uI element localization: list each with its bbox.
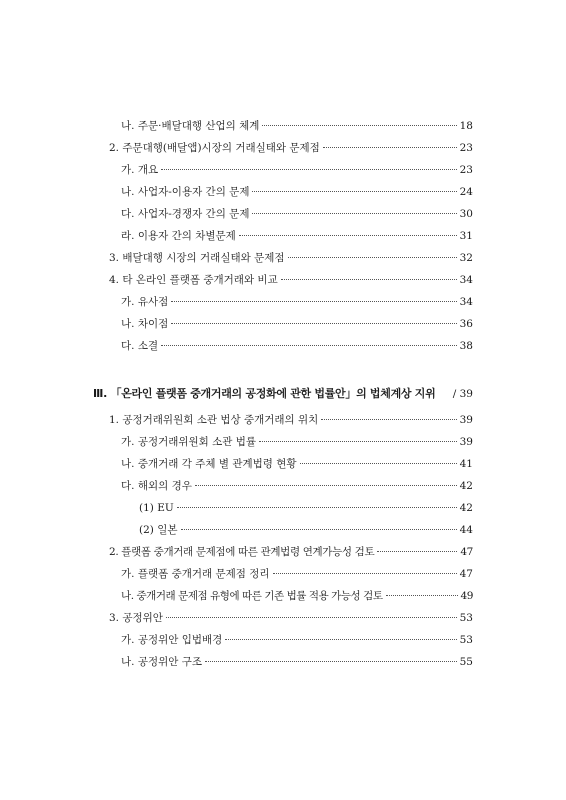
toc-entry-page: 36 — [459, 318, 473, 330]
toc-entry-title: 다. 해외의 경우 — [121, 480, 192, 492]
toc-entry-page: 41 — [459, 458, 473, 470]
toc-entry-page: 39 — [459, 414, 473, 426]
chapter-heading — [93, 385, 473, 401]
dot-leader — [225, 639, 456, 640]
toc-entry-page: 55 — [459, 656, 473, 668]
dot-leader — [321, 419, 456, 420]
toc-entry-page: 42 — [459, 480, 473, 492]
toc-entry — [121, 119, 473, 133]
dot-leader — [259, 441, 457, 442]
dot-leader — [205, 661, 457, 662]
toc-entry-title: 다. 소결 — [121, 340, 159, 352]
toc-entry-title: 2. 주문대행(배달앱)시장의 거래실태와 문제점 — [109, 142, 320, 154]
toc-entry — [121, 317, 473, 331]
dot-leader — [273, 573, 457, 574]
dot-leader — [377, 551, 457, 552]
toc-entry-page: 32 — [459, 252, 473, 264]
toc-entry-title: 가. 플랫폼 중개거래 문제점 정리 — [121, 568, 270, 580]
toc-entry — [121, 589, 473, 603]
dot-leader — [252, 213, 456, 214]
toc-entry-title: 가. 공정거래위원회 소관 법률 — [121, 436, 257, 448]
toc-entry-page: 24 — [459, 186, 473, 198]
toc-entry-title: 나. 공정위안 구조 — [121, 656, 203, 668]
toc-entry-page: 47 — [460, 546, 473, 558]
toc-entry — [121, 229, 473, 243]
dot-leader — [181, 529, 457, 530]
toc-entry-title: (1) EU — [139, 502, 174, 514]
toc-entry — [121, 567, 473, 581]
toc-entry-page: 38 — [459, 340, 473, 352]
toc-entry-title: 3. 공정위안 — [109, 612, 163, 624]
toc-entry-page: 30 — [459, 208, 473, 220]
dot-leader — [323, 147, 457, 148]
toc-entry — [121, 207, 473, 221]
toc-entry-page: 44 — [459, 524, 473, 536]
toc-entry-page: 23 — [459, 142, 473, 154]
toc-entry-title: 1. 공정거래위원회 소관 법상 중개거래의 위치 — [109, 414, 319, 426]
toc-entry-page: 39 — [459, 436, 473, 448]
toc-entry — [109, 545, 473, 559]
toc-entry-title: 가. 공정위안 입법배경 — [121, 634, 223, 646]
dot-leader — [262, 125, 456, 126]
toc-entry-page: 34 — [459, 274, 473, 286]
toc-entry-title: (2) 일본 — [139, 524, 178, 536]
dot-leader — [161, 169, 457, 170]
toc-entry — [139, 523, 473, 537]
chapter-title: Ⅲ. 「온라인 플랫폼 중개거래의 공정화에 관한 법률안」의 법체계상 지위 — [93, 387, 436, 400]
toc-entry-title: 나. 중개거래 문제점 유형에 따른 기존 법률 적용 가능성 검토 — [121, 590, 383, 602]
dot-leader — [171, 323, 456, 324]
dot-leader — [239, 235, 457, 236]
toc-entry — [121, 479, 473, 493]
toc-entry — [121, 457, 473, 471]
toc-entry — [121, 339, 473, 353]
dot-leader — [386, 595, 458, 596]
toc-entry-title: 4. 타 온라인 플랫폼 중개거래와 비교 — [109, 274, 278, 286]
toc-entry-title: 가. 유사점 — [121, 296, 169, 308]
toc-entry — [121, 295, 473, 309]
chapter-page: / 39 — [452, 388, 473, 400]
toc-entry-title: 나. 사업자-이용자 간의 문제 — [121, 186, 250, 198]
dot-leader — [288, 257, 457, 258]
toc-entry — [121, 185, 473, 199]
toc-entry — [139, 501, 473, 515]
toc-entry — [109, 251, 473, 265]
toc-entry-title: 다. 사업자-경쟁자 간의 문제 — [121, 208, 250, 220]
toc-entry-page: 18 — [459, 120, 473, 132]
toc-entry-title: 나. 차이점 — [121, 318, 169, 330]
toc-entry-page: 47 — [459, 568, 473, 580]
dot-leader — [195, 485, 457, 486]
toc-entry — [109, 611, 473, 625]
toc-entry — [121, 633, 473, 647]
dot-leader — [177, 507, 457, 508]
dot-leader — [300, 463, 457, 464]
toc-entry-page: 42 — [459, 502, 473, 514]
dot-leader — [171, 301, 456, 302]
toc-entry — [109, 273, 473, 287]
toc-entry-page: 53 — [459, 612, 473, 624]
toc-entry — [109, 413, 473, 427]
toc-entry-page: 53 — [459, 634, 473, 646]
toc-entry-page: 31 — [459, 230, 473, 242]
dot-leader — [281, 279, 457, 280]
toc-entry-title: 2. 플랫폼 중개거래 문제점에 따른 관계법령 연계가능성 검토 — [109, 546, 375, 558]
toc-entry-title: 나. 주문·배달대행 산업의 체계 — [121, 120, 260, 132]
dot-leader — [252, 191, 456, 192]
toc-entry-title: 나. 중개거래 각 주체 별 관계법령 현황 — [121, 458, 297, 470]
toc-entry-page: 49 — [460, 590, 473, 602]
dot-leader — [166, 617, 457, 618]
toc-entry-title: 라. 이용자 간의 차별문제 — [121, 230, 236, 242]
toc-entry-page: 34 — [459, 296, 473, 308]
toc-entry-page: 23 — [459, 164, 473, 176]
toc-entry — [121, 163, 473, 177]
toc-entry — [109, 141, 473, 155]
toc-entry-title: 3. 배달대행 시장의 거래실태와 문제점 — [109, 252, 285, 264]
toc-entry — [121, 655, 473, 669]
toc-entry — [121, 435, 473, 449]
toc-entry-title: 가. 개요 — [121, 164, 159, 176]
dot-leader — [161, 345, 457, 346]
